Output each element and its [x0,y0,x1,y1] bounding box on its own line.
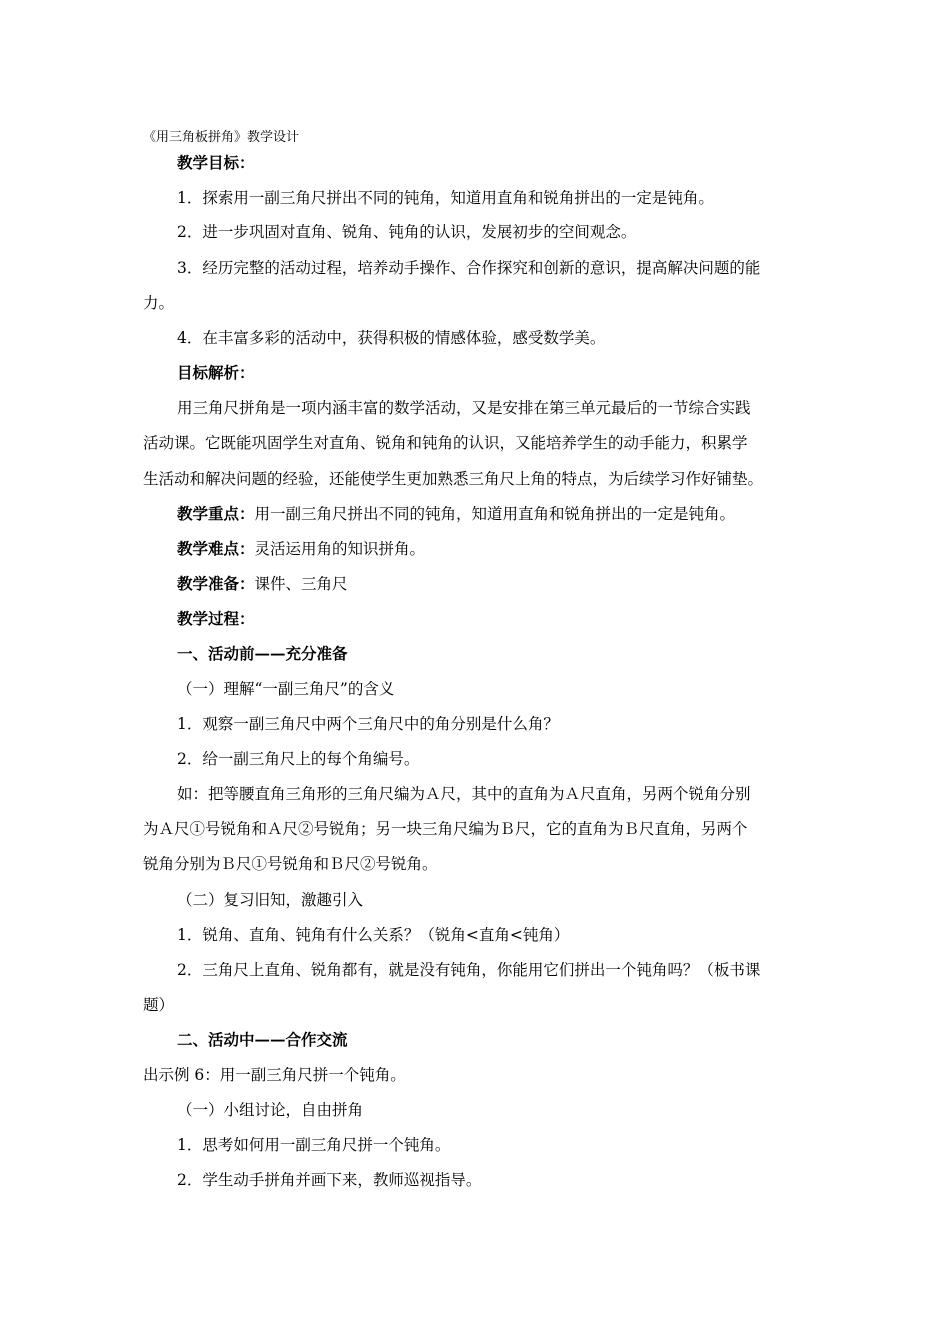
example-line-2: 为Ａ尺①号锐角和Ａ尺②号锐角；另一块三角尺编为Ｂ尺，它的直角为Ｂ尺直角，另两个 [143,820,748,838]
example-line-1: 如：把等腰直角三角形的三角尺编为Ａ尺，其中的直角为Ａ尺直角，另两个锐角分别 [177,785,751,803]
analysis-line-3: 生活动和解决问题的经验，还能使学生更加熟悉三角尺上角的特点，为后续学习作好铺垫。 [143,470,764,488]
section-2-example: 出示例 6：用一副三角尺拼一个钝角。 [143,1066,406,1084]
goals-heading: 教学目标： [177,153,255,172]
section-1-sub-1-item-2: 2．给一副三角尺上的每个角编号。 [177,750,420,768]
goal-item-3: 3．经历完整的活动过程，培养动手操作、合作探究和创新的意识，提高解决问题的能 [177,259,761,277]
preparation-text: 课件、三角尺 [254,575,348,593]
goal-item-3-continued: 力。 [143,294,175,312]
difficulty-paragraph [143,531,841,567]
section-2-title: 二、活动中——合作交流 [177,1030,348,1049]
section-2-sub-1: （一）小组讨论，自由拼角 [177,1101,364,1119]
analysis-heading: 目标解析： [177,363,255,382]
example-line-3: 锐角分别为Ｂ尺①号锐角和Ｂ尺②号锐角。 [143,855,438,873]
section-2-item-2: 2．学生动手拼角并画下来，教师巡视指导。 [177,1171,482,1189]
analysis-line-1: 用三角尺拼角是一项内涵丰富的数学活动，又是安排在第三单元最后的一节综合实践 [177,399,751,417]
difficulty-label: 教学难点： [177,539,255,558]
key-point-label: 教学重点： [177,504,255,523]
preparation-paragraph [143,566,841,602]
goal-item-4: 4．在丰富多彩的活动中，获得积极的情感体验，感受数学美。 [177,329,606,347]
document-title: 《用三角板拼角》教学设计 [143,130,300,145]
goal-item-1: 1．探索用一副三角尺拼出不同的钝角，知道用直角和锐角拼出的一定是钝角。 [177,189,714,207]
section-1-sub-1-item-1: 1．观察一副三角尺中两个三角尺中的角分别是什么角？ [177,715,559,733]
key-point-text: 用一副三角尺拼出不同的钝角，知道用直角和锐角拼出的一定是钝角。 [254,505,736,523]
section-1-sub-2-item-2-continued: 题） [143,996,175,1014]
section-1-sub-2: （二）复习旧知，激趣引入 [177,891,364,909]
section-1-sub-2-item-1: 1．锐角、直角、钝角有什么关系？（锐角<直角<钝角） [177,926,570,944]
preparation-label: 教学准备： [177,574,255,593]
section-1-title: 一、活动前——充分准备 [177,644,348,663]
section-2-item-1: 1．思考如何用一副三角尺拼一个钝角。 [177,1136,451,1154]
section-1-sub-1: （一）理解“一副三角尺”的含义 [177,680,395,698]
difficulty-text: 灵活运用角的知识拼角。 [254,540,426,558]
goal-item-2: 2．进一步巩固对直角、锐角、钝角的认识，发展初步的空间观念。 [177,223,637,241]
process-heading: 教学过程： [177,609,255,628]
section-1-sub-2-item-2: 2．三角尺上直角、锐角都有，就是没有钝角，你能用它们拼出一个钝角吗？（板书课 [177,961,761,979]
key-point-paragraph [143,496,841,532]
analysis-line-2: 活动课。它既能巩固学生对直角、锐角和钝角的认识，又能培养学生的动手能力，积累学 [143,434,748,452]
